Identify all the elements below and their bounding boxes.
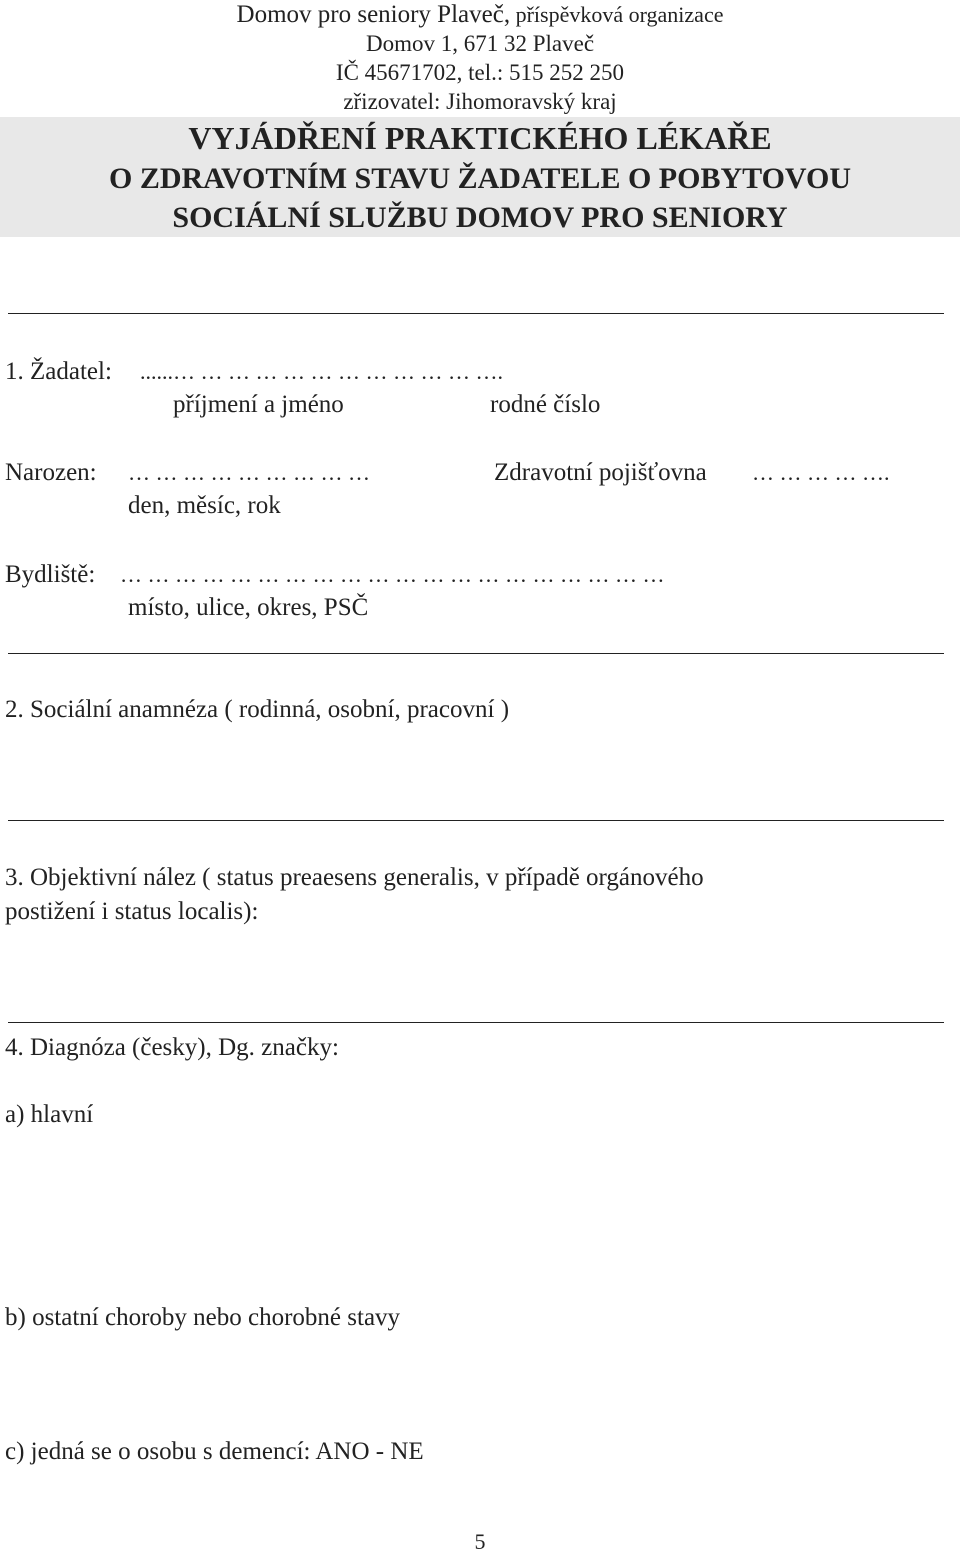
title-line-1: VYJÁDŘENÍ PRAKTICKÉHO LÉKAŘE [188, 120, 772, 156]
title-line-2: O ZDRAVOTNÍM STAVU ŽADATELE O POBYTOVOU [109, 162, 851, 195]
residence-caption: místo, ulice, okres, PSČ [128, 594, 369, 621]
birth-number-caption: rodné číslo [490, 391, 601, 418]
social-anamnesis-heading: 2. Sociální anamnéza ( rodinná, osobní, pracovní ) [5, 696, 510, 723]
page-number: 5 [474, 1529, 486, 1554]
insurance-label: Zdravotní pojišťovna [494, 459, 707, 486]
org-name-line [0, 0, 960, 30]
dementia-question: c) jedná se o osobu s demencí: ANO - NE [5, 1438, 424, 1465]
diagnosis-other: b) ostatní choroby nebo chorobné stavy [5, 1304, 401, 1331]
born-dots: … … … … … … … … … [128, 460, 370, 485]
divider [8, 313, 944, 314]
divider [8, 1022, 944, 1023]
diagnosis-main: a) hlavní [5, 1101, 94, 1128]
objective-findings-heading-1: 3. Objektivní nález ( status preaesens generalis, v případě orgánového [5, 864, 704, 891]
born-caption: den, měsíc, rok [128, 492, 281, 519]
title-line-3: SOCIÁLNÍ SLUŽBU DOMOV PRO SENIORY [172, 201, 788, 234]
applicant-label: 1. Žadatel: [5, 358, 112, 385]
born-label: Narozen: [5, 459, 97, 486]
org-address: Domov 1, 671 32 Plaveč [365, 31, 595, 56]
residence-dots: … … … … … … … … … … … … … … … … … … … … [120, 562, 665, 587]
insurance-dots: … … … … …. [752, 460, 890, 485]
name-caption: příjmení a jméno [173, 391, 344, 418]
org-ids: IČ 45671702, tel.: 515 252 250 [335, 60, 625, 85]
divider [8, 820, 944, 821]
applicant-dots: ......… … … … … … … … … … … …. [140, 359, 503, 384]
org-name: Domov pro seniory Plaveč, [236, 1, 511, 28]
org-founder: zřizovatel: Jihomoravský kraj [343, 89, 617, 114]
objective-findings-heading-2: postižení i status localis): [5, 898, 259, 925]
diagnosis-heading: 4. Diagnóza (česky), Dg. značky: [5, 1034, 339, 1061]
org-type: příspěvková organizace [510, 2, 724, 27]
residence-label: Bydliště: [5, 561, 96, 588]
divider [8, 653, 944, 654]
